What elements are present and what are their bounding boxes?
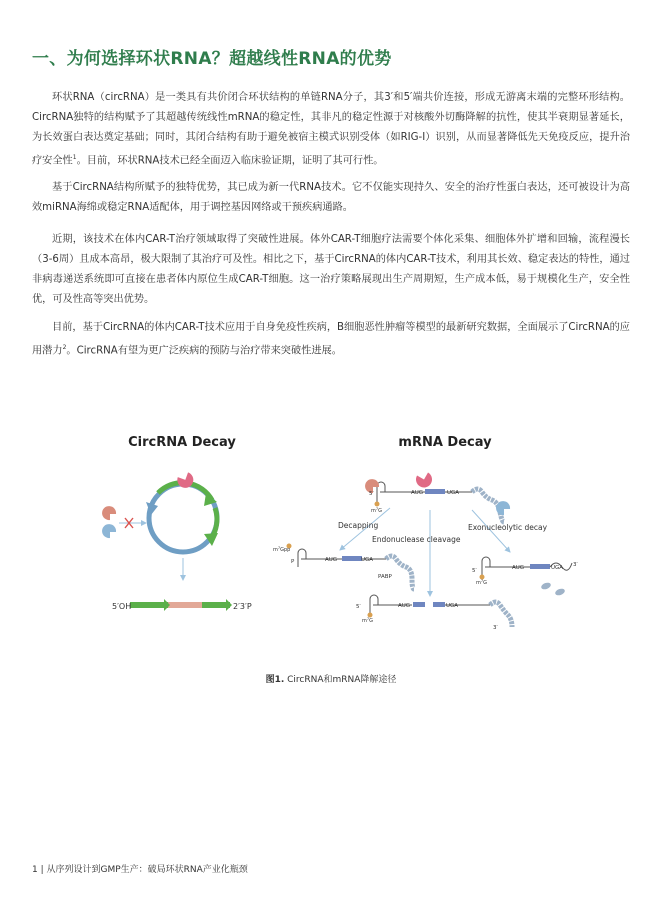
- aug-label-exo: AUG: [512, 565, 525, 571]
- page-footer: 1 | 从序列设计到GMP生产：破局环状RNA产业化瓶颈: [32, 865, 248, 875]
- linear-rna-strand: [130, 599, 232, 611]
- section-heading: 一、为何选择环状RNA？超越线性RNA的优势: [32, 49, 392, 69]
- decapping-label: Decapping: [338, 521, 379, 530]
- m7g-label-exo: $m^7G$: [476, 579, 487, 586]
- exonucleolytic-label: Exonucleolytic decay: [468, 523, 548, 532]
- uga-label-decapped: UGA: [361, 557, 374, 563]
- paragraph-applications: 目前，基于CircRNA的体内CAR-T技术应用于自身免疫性疾病，B细胞恶性肿瘤等模型的最新研究数据，全面展示了CircRNA的应用潜力$^2$。CircRNA有望为更广泛疾病的预防与治疗带来突破性进展。: [32, 322, 630, 357]
- mrna-decay-title: mRNA Decay: [398, 435, 492, 450]
- enzyme-salmon-pacman: [102, 506, 116, 520]
- circrna-ring: [146, 483, 218, 552]
- blocked-arrow-icon: [119, 518, 146, 528]
- m7g-label-endo: $m^7G$: [362, 617, 373, 624]
- mrna-endo-product: [368, 595, 513, 627]
- m7g-label-top: $m^7G$: [371, 507, 382, 514]
- three-prime-label-endo: 3′: [493, 625, 498, 630]
- m7gpp-label: $m^7Gpp$: [273, 546, 291, 553]
- aug-label-endo: AUG: [398, 603, 411, 609]
- cap-5-label-exo: 5′: [472, 568, 477, 574]
- aug-label-decapped: AUG: [325, 557, 338, 563]
- mrna-full-transcript: [375, 482, 505, 522]
- decay-pathways-figure: [90, 420, 590, 630]
- paragraph-car-t: 近期，该技术在体内CAR-T治疗领域取得了突破性进展。体外CAR-T细胞疗法需要个体化采集、细胞体外扩增和回输，流程漫长（3-6周）且成本高昂，极大限制了其治疗可及性。相比之下，基于CircRNA的体内CAR-T技术，利用其长效、稳定表达的特性，通过非病毒递送系统即可直接在患者体内原位生成CAR-T细胞。这一治疗策略展现出生产周期短，生产成本低，易于规模化生产，安全性优，可及性高等突出优势。: [32, 234, 630, 305]
- mrna-decapped: [287, 544, 415, 590]
- uga-label-top: UGA: [447, 490, 460, 496]
- circrna-decay-title: CircRNA Decay: [128, 435, 236, 450]
- paragraph-intro: 环状RNA（circRNA）是一类具有共价闭合环状结构的单链RNA分子，其3′和5′端共价连接，形成无游离末端的完整环形结构。CircRNA独特的结构赋予了其超越传统线性mRNA的稳定性，其非凡的稳定性源于对核酸外切酶降解的抗性，使其半衰期显著延长，为长效蛋白表达奠定基础；同时，其闭合结构有助于避免被宿主模式识别受体（如RIG-I）识别，从而显著降低先天免疫反应，提升治疗安全性$^1$。目前，环状RNA技术已经全面迈入临床验证期，证明了其可行性。: [32, 92, 630, 167]
- uga-label-exo: UGA: [551, 565, 564, 571]
- aug-label-top: AUG: [411, 490, 424, 496]
- mrna-exo-product: [480, 557, 573, 597]
- pabp-label: PABP: [378, 574, 392, 580]
- cap-5-label-top: 5′: [369, 491, 374, 497]
- figure-caption: 图1. CircRNA和mRNA降解途径: [265, 675, 397, 685]
- circrna-5-end-label: 5′OH: [112, 602, 132, 611]
- three-prime-label-exo: 3′: [573, 562, 578, 568]
- citation-1: 1: [72, 154, 77, 161]
- uga-label-endo: UGA: [446, 603, 459, 609]
- exo-enzyme-blue: [496, 501, 510, 515]
- enzyme-blue-pacman: [102, 524, 116, 538]
- cap-5-label-endo: 5′: [356, 604, 361, 610]
- citation-2: 2: [62, 344, 67, 351]
- p-label: P: [291, 559, 295, 565]
- circrna-3-end-label: 2′3′P: [233, 602, 252, 611]
- endonuclease-label: Endonuclease cleavage: [372, 535, 461, 544]
- decapping-enzyme-pink: [413, 469, 435, 491]
- paragraph-advantages: 基于CircRNA结构所赋予的独特优势，其已成为新一代RNA技术。它不仅能实现持久、安全的治疗性蛋白表达，还可被设计为高效miRNA海绵或稳定RNA适配体，用于调控基因网络或干预疾病通路。: [32, 182, 630, 213]
